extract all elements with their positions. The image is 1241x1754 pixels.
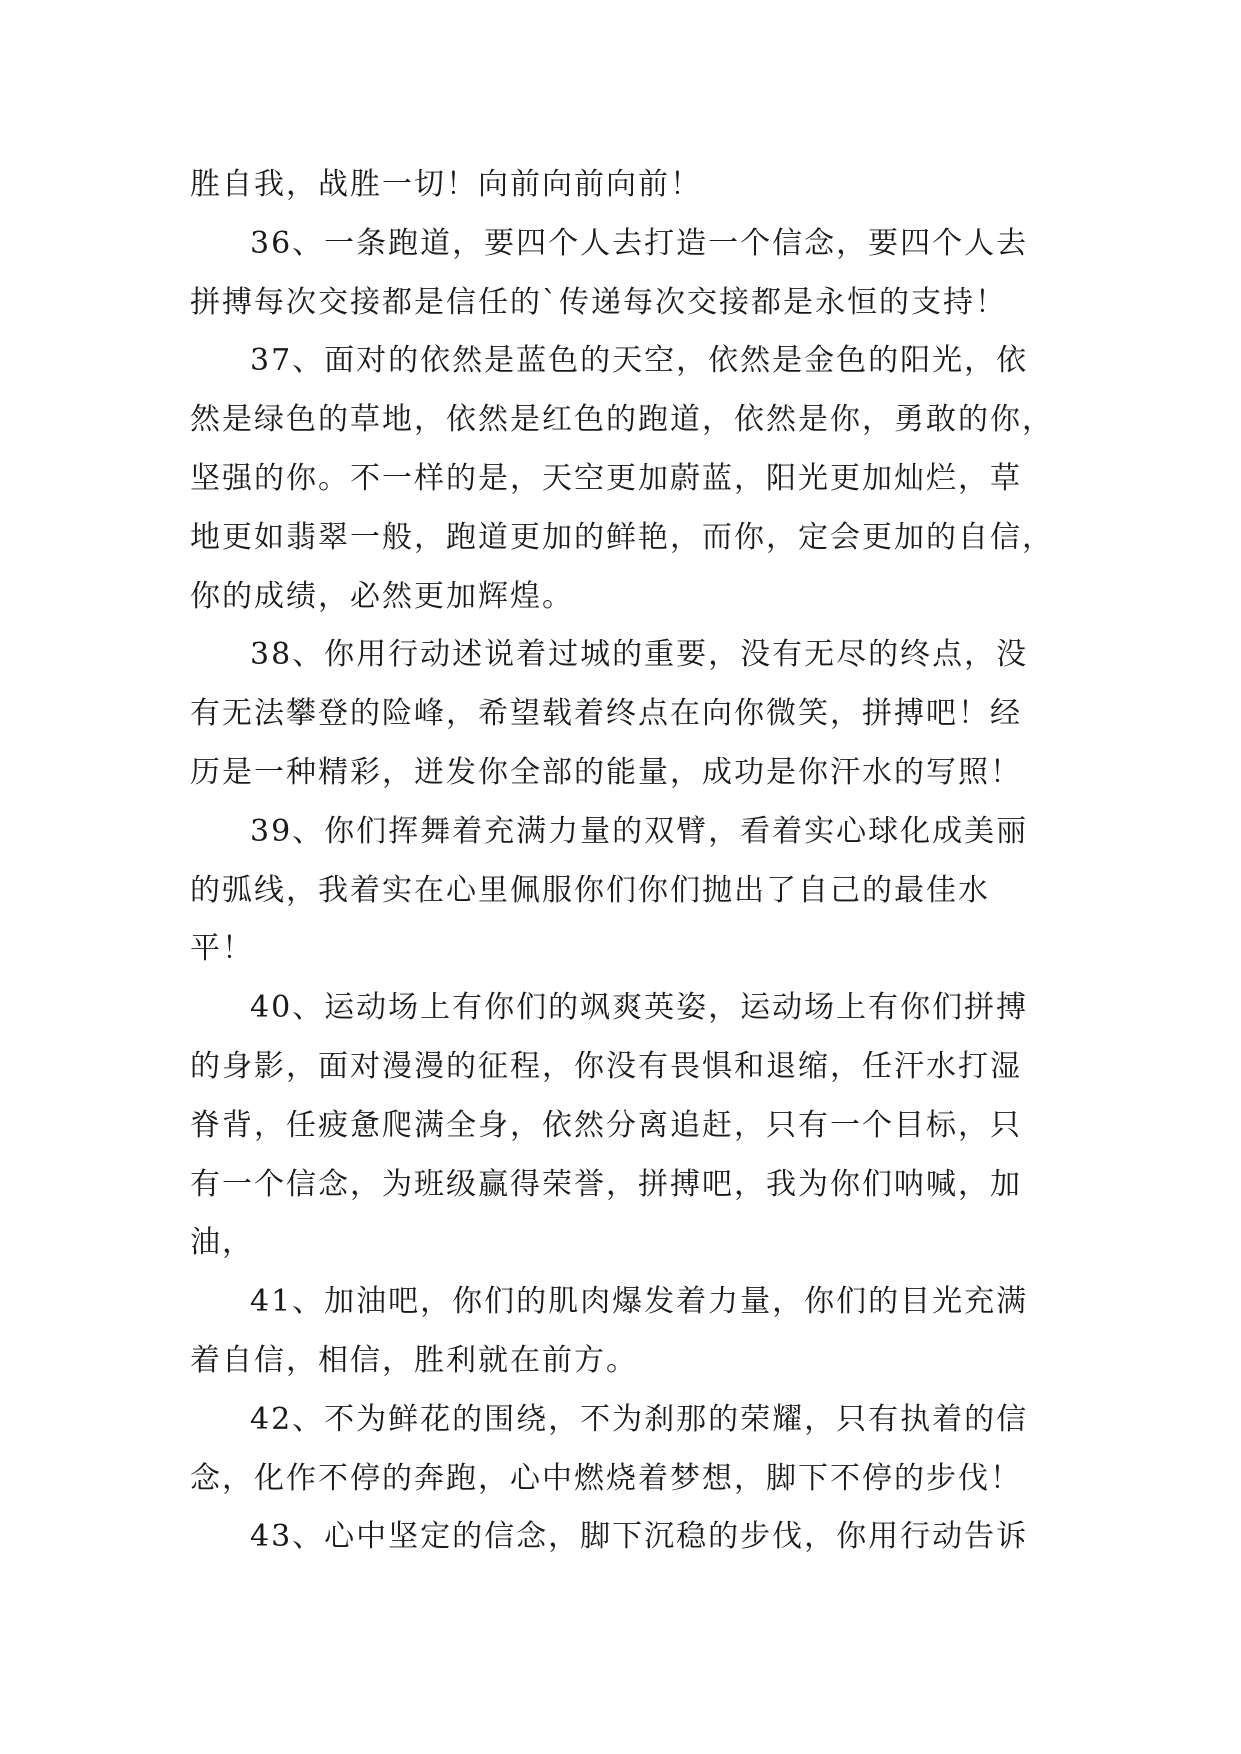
text-line: 油， [190, 1225, 254, 1261]
text-line: 然是绿色的草地，依然是红色的跑道，依然是你，勇敢的你， [190, 402, 1054, 438]
text-line: 历是一种精彩，迸发你全部的能量，成功是你汗水的写照！ [190, 754, 1022, 790]
text-line: 有无法攀登的险峰，希望载着终点在向你微笑，拼搏吧！经 [190, 696, 1022, 732]
text-line: 42、不为鲜花的围绕，不为刹那的荣耀，只有执着的信 [250, 1401, 1029, 1437]
document-text-body [190, 156, 1060, 1567]
text-line: 38、你用行动述说着过城的重要，没有无尽的终点，没 [250, 637, 1029, 673]
text-line: 着自信，相信，胜利就在前方。 [190, 1342, 638, 1378]
text-line: 念，化作不停的奔跑，心中燃烧着梦想，脚下不停的步伐！ [190, 1460, 1022, 1496]
text-line: 41、加油吧，你们的肌肉爆发着力量，你们的目光充满 [250, 1284, 1029, 1320]
text-line: 胜自我，战胜一切！向前向前向前！ [190, 167, 702, 202]
text-line: 40、运动场上有你们的飒爽英姿，运动场上有你们拼搏 [250, 990, 1029, 1026]
text-line: 43、心中坚定的信念，脚下沉稳的步伐，你用行动告诉 [250, 1519, 1029, 1555]
text-line: 你的成绩，必然更加辉煌。 [190, 578, 574, 614]
text-line: 地更如翡翠一般，跑道更加的鲜艳，而你，定会更加的自信， [190, 519, 1054, 555]
text-line: 平！ [190, 931, 254, 967]
text-line: 拼搏每次交接都是信任的`传递每次交接都是永恒的支持！ [190, 284, 1007, 320]
text-line: 37、面对的依然是蓝色的天空，依然是金色的阳光，依 [250, 343, 1029, 379]
text-line: 坚强的你。不一样的是，天空更加蔚蓝，阳光更加灿烂，草 [190, 460, 1022, 496]
text-line: 36、一条跑道，要四个人去打造一个信念，要四个人去 [250, 225, 1029, 261]
text-line: 脊背，任疲惫爬满全身，依然分离追赶，只有一个目标，只 [190, 1107, 1022, 1143]
text-line: 39、你们挥舞着充满力量的双臂，看着实心球化成美丽 [250, 813, 1029, 849]
text-line: 的弧线，我着实在心里佩服你们你们抛出了自己的最佳水 [190, 872, 990, 908]
text-line: 有一个信念，为班级赢得荣誉，拼搏吧，我为你们呐喊，加 [190, 1166, 1022, 1202]
text-line: 的身影，面对漫漫的征程，你没有畏惧和退缩，任汗水打湿 [190, 1048, 1022, 1084]
